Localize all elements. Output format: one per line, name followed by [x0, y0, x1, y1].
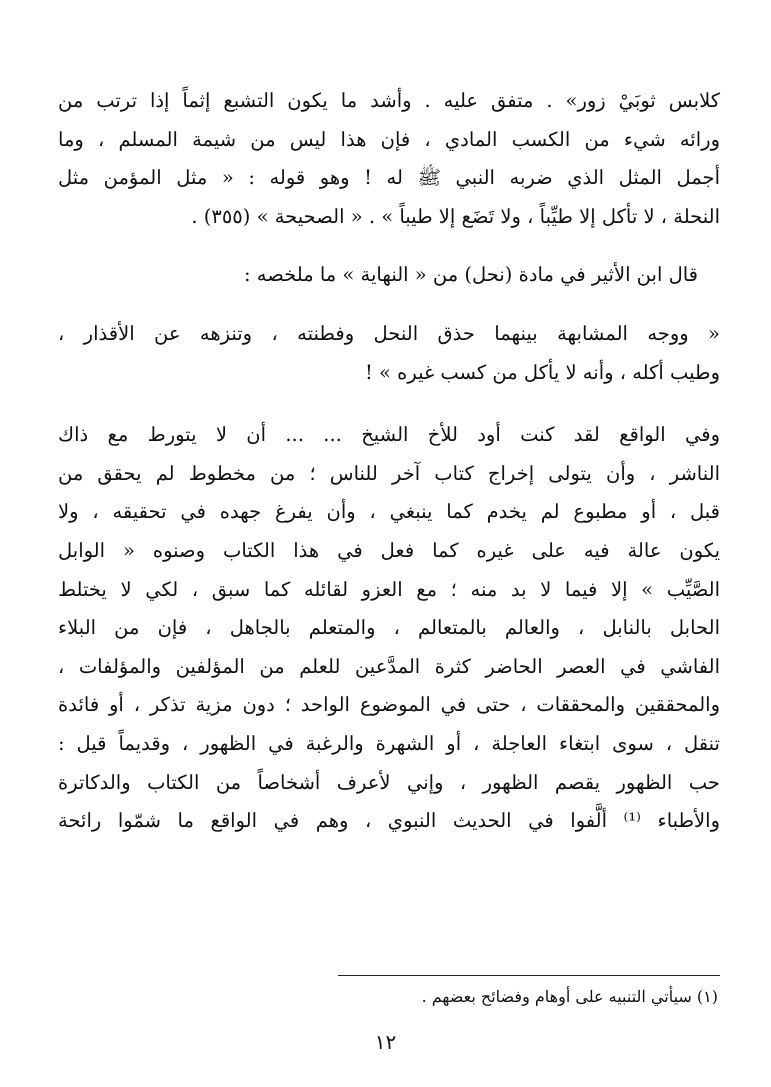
- paragraph-gap: [58, 392, 720, 416]
- page-number: ١٢: [374, 1030, 397, 1054]
- text-line: « ووجه المشابهة بينهما حذق النحل وفطنته ، وتنزهه عن الأقذار ،: [58, 321, 720, 345]
- text-line: الحابل بالنابل ، والعالم بالمتعالم ، والمتعلم بالجاهل ، فإن من البلاء: [58, 616, 720, 640]
- text-line: كلابس ثوبَيْ زور» . متفق عليه . وأشد ما يكون التشبع إثماً إذا ترتب من: [58, 89, 720, 112]
- text-line: يكون عالة فيه على غيره كما فعل في هذا الكتاب وصنوه « الوابل: [58, 538, 720, 562]
- paragraph-gap: [58, 295, 720, 315]
- text-line: حب الظهور يقصم الظهور ، وإني لأعرف أشخاصاً من الكتاب والدكاترة: [58, 770, 720, 794]
- footnote-divider: [338, 975, 720, 976]
- paragraph-4: [58, 416, 720, 841]
- paragraph-1: [58, 82, 720, 236]
- footnote: (١) سيأتي التنبيه على أوهام وفضائح بعضهم .: [421, 987, 718, 1006]
- page-body: [58, 82, 720, 841]
- text-line: والأطباء ⁽¹⁾ ألَّفوا في الحديث النبوي ، وهم في الواقع ما شمّوا رائحة: [58, 809, 720, 833]
- text-line: قبل ، أو مطبوع لم يخدم كما ينبغي ، وأن يفرغ جهده في تحقيقه ، ولا: [58, 500, 720, 524]
- paragraph-3-quote: [58, 315, 720, 392]
- text-line: قال ابن الأثير في مادة (نحل) من « النهاية » ما ملخصه :: [244, 263, 698, 287]
- text-line: وفي الواقع لقد كنت أود للأخ الشيخ ... ... أن لا يتورط مع ذاك: [58, 423, 720, 447]
- paragraph-gap: [58, 236, 720, 256]
- paragraph-2: [58, 256, 720, 295]
- text-line: الناشر ، وأن يتولى إخراج كتاب آخر للناس ؛ من مخطوط لم يحقق من: [58, 461, 720, 485]
- text-line: ورائه شيء من الكسب المادي ، فإن هذا ليس من شيمة المسلم ، وما: [58, 127, 720, 151]
- text-line: والمحققين والمحققات ، حتى في الموضوع الواحد ؛ دون مزية تذكر ، أو فائدة: [58, 693, 720, 717]
- text-line: الفاشي في العصر الحاضر كثرة المدَّعين للعلم من المؤلفين والمؤلفات ،: [58, 654, 720, 678]
- text-line: وطيب أكله ، وأنه لا يأكل من كسب غيره » !: [364, 360, 720, 384]
- text-line: الصَّيِّب » إلا فيما لا بد منه ؛ مع العزو لقائله كما سبق ، لكي لا يختلط: [58, 577, 720, 601]
- text-line: النحلة ، لا تأكل إلا طيِّباً ، ولا تَضَع إلا طيباً » . « الصحيحة » (٣٥٥) .: [191, 204, 720, 228]
- text-line: تنقل ، سوى ابتغاء العاجلة ، أو الشهرة والرغبة في الظهور ، وقديماً قيل :: [58, 731, 720, 755]
- text-line: أجمل المثل الذي ضربه النبي ﷺ له ! وهو قوله : « مثل المؤمن مثل: [58, 166, 720, 190]
